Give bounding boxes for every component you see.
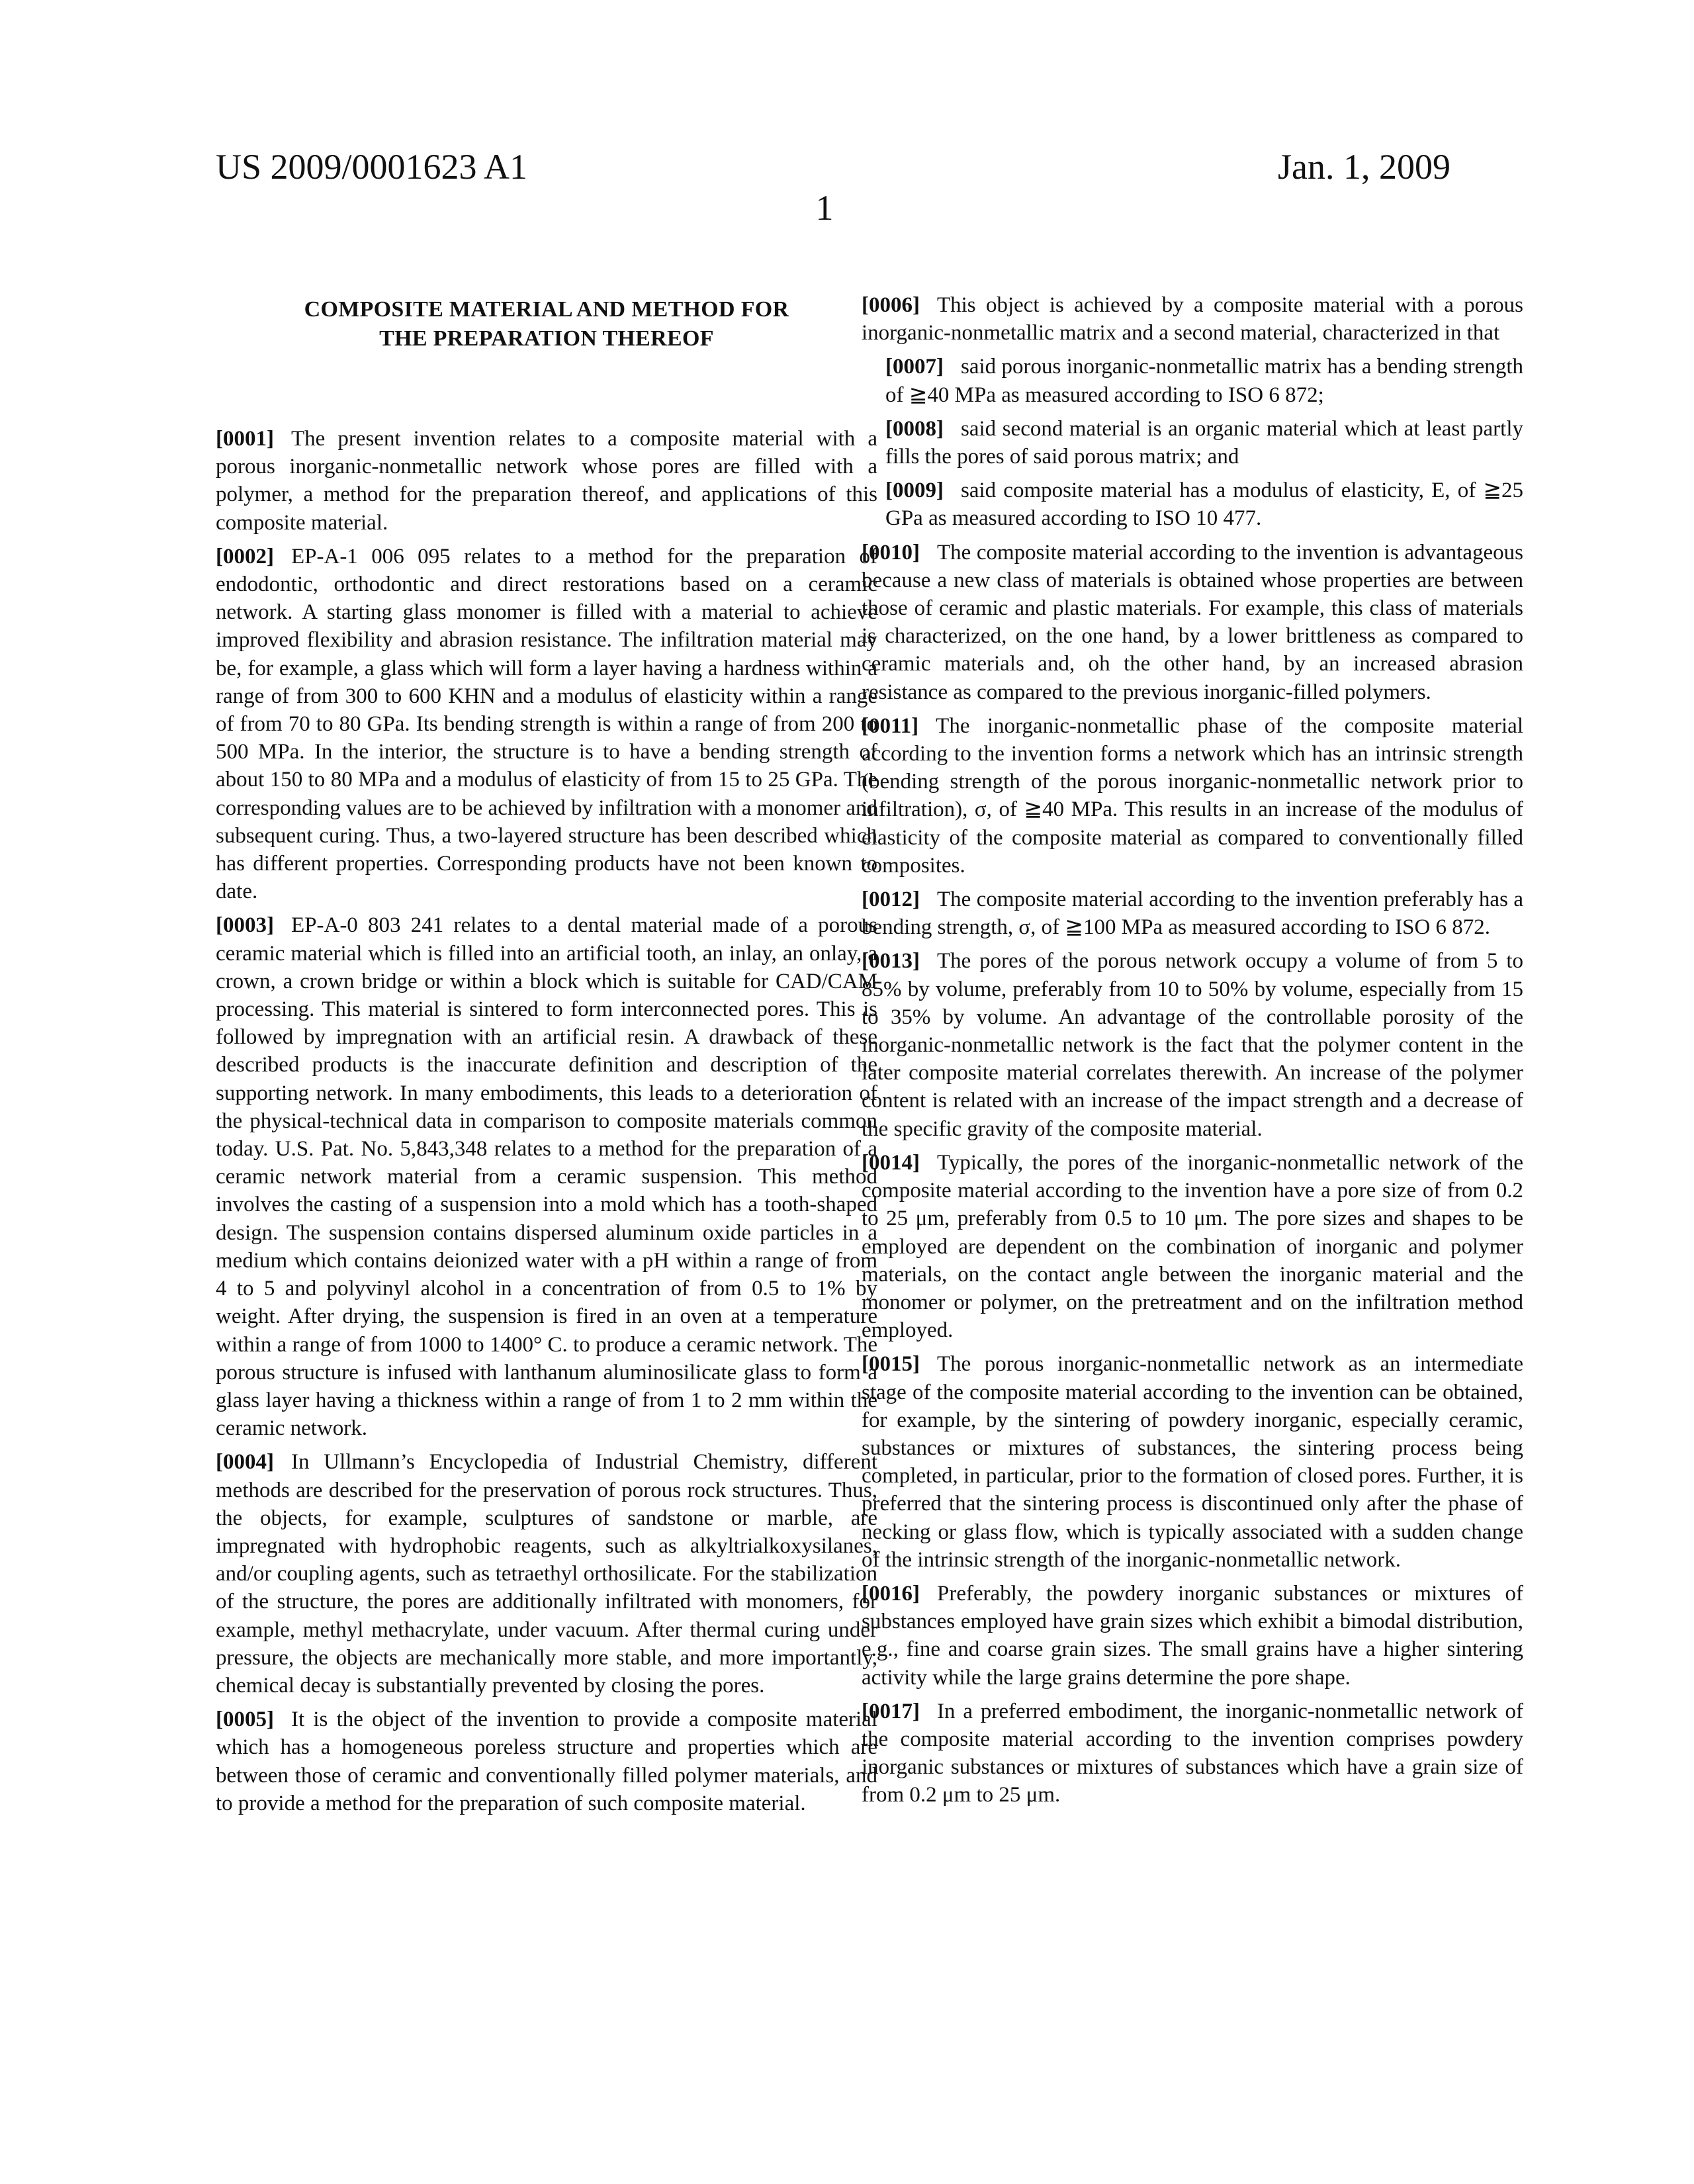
paragraph-number: [0001] [216, 427, 274, 451]
paragraph-text: said porous inorganic-nonmetallic matrix has a bending strength of ≧40 MPa as measured according to ISO 6 872; [885, 355, 1523, 406]
paragraph-0010 [862, 539, 1523, 706]
paragraph-text: The composite material according to the invention preferably has a bending strength, σ, of ≧100 MPa as measured according to ISO 6 872. [862, 887, 1523, 939]
page-number: 1 [811, 188, 838, 228]
paragraph-0014 [862, 1149, 1523, 1344]
document-title [216, 295, 877, 353]
paragraph-0003 [216, 911, 877, 1442]
paragraph-number: [0009] [885, 478, 944, 502]
title-line-1: COMPOSITE MATERIAL AND METHOD FOR [216, 295, 877, 324]
paragraph-0013 [862, 947, 1523, 1142]
paragraph-text: The pores of the porous network occupy a volume of from 5 to 85% by volume, preferably from 10 to 50% by volume, especially from 15 to 35% by volume. An advantage of the controllable porosity of the inorganic-nonmetallic network is the fact that the polymer content in the later composite material correlates therewith. An increase of the polymer content is related with an increase of the impact strength and a decrease of the specific gravity of the composite material. [862, 949, 1523, 1140]
paragraph-0006 [862, 291, 1523, 347]
paragraph-0009 [885, 477, 1523, 532]
paragraph-0002 [216, 543, 877, 906]
publication-number: US 2009/0001623 A1 [216, 147, 527, 187]
paragraph-number: [0010] [862, 541, 920, 565]
paragraph-text: Typically, the pores of the inorganic-nonmetallic network of the composite material according to the invention have a pore size of from 0.2 to 25 μm, preferably from 0.5 to 10 μm. The pore sizes and shapes to be employed are dependent on the combination of inorganic and polymer materials, on the contact angle between the inorganic material and the monomer or polymer, on the pretreatment and on the infiltration method employed. [862, 1151, 1523, 1342]
paragraph-text: In a preferred embodiment, the inorganic-nonmetallic network of the composite material according to the invention comprises powdery inorganic substances or mixtures of substances which have a grain size of from 0.2 μm to 25 μm. [862, 1700, 1523, 1807]
paragraph-number: [0008] [885, 417, 944, 441]
paragraph-text: In Ullmann’s Encyclopedia of Industrial Chemistry, different methods are described for the preservation of porous rock structures. Thus, the objects, for example, sculptures of sandstone or marble, are impregnated with hydrophobic reagents, such as alkyltrialkoxysilanes, and/or coupling agents, such as tetraethyl orthosilicate. For the stabilization of the structure, the pores are additionally infiltrated with monomers, for example, methyl methacrylate, under vacuum. After thermal curing under pressure, the objects are mechanically more stable, and more importantly, chemical decay is substantially prevented by closing the pores. [216, 1450, 877, 1698]
paragraph-number: [0014] [862, 1151, 920, 1175]
paragraph-number: [0015] [862, 1352, 920, 1376]
paragraph-0015 [862, 1350, 1523, 1574]
paragraph-0017 [862, 1698, 1523, 1809]
paragraph-number: [0003] [216, 913, 274, 937]
paragraph-0011 [862, 712, 1523, 880]
paragraph-text: EP-A-1 006 095 relates to a method for the preparation of endodontic, orthodontic and direct restorations based on a ceramic network. A starting glass monomer is filled with a material to achieve improved flexibility and abrasion resistance. The infiltration material may be, for example, a glass which will form a layer having a hardness within a range of from 300 to 600 KHN and a modulus of elasticity within a range of from 70 to 80 GPa. Its bending strength is within a range of from 200 to 500 MPa. In the interior, the structure is to have a bending strength of about 150 to 80 MPa and a modulus of elasticity of from 15 to 25 GPa. The corresponding values are to be achieved by infiltration with a monomer and subsequent curing. Thus, a two-layered structure has been described which has different properties. Corresponding products have not been known to date. [216, 545, 877, 903]
paragraph-number: [0005] [216, 1707, 274, 1731]
paragraph-number: [0007] [885, 355, 944, 379]
paragraph-text: said second material is an organic material which at least partly fills the pores of said porous matrix; and [885, 417, 1523, 469]
paragraph-text: said composite material has a modulus of elasticity, E, of ≧25 GPa as measured according to ISO 10 477. [885, 478, 1523, 530]
left-column [216, 291, 877, 1823]
paragraph-0005 [216, 1706, 877, 1817]
title-line-2: THE PREPARATION THEREOF [216, 324, 877, 353]
right-column [862, 291, 1523, 1815]
paragraph-number: [0016] [862, 1582, 920, 1606]
paragraph-0001 [216, 425, 877, 537]
paragraph-number: [0011] [862, 714, 918, 738]
paragraph-number: [0002] [216, 545, 274, 569]
paragraph-number: [0017] [862, 1700, 920, 1723]
paragraph-0012 [862, 886, 1523, 941]
paragraph-text: EP-A-0 803 241 relates to a dental material made of a porous ceramic material which is filled into an artificial tooth, an inlay, an onlay, a crown, a crown bridge or within a block which is suitable for CAD/CAM processing. This material is sintered to form interconnected pores. This is followed by impregnation with an artificial resin. A drawback of these described products is the inaccurate definition and description of the supporting network. In many embodiments, this leads to a deterioration of the physical-technical data in comparison to composite materials common today. U.S. Pat. No. 5,843,348 relates to a method for the preparation of a ceramic network material from a ceramic suspension. This method involves the casting of a suspension into a mold which has a tooth-shaped design. The suspension contains dispersed aluminum oxide particles in a medium which contains deionized water with a pH within a range of from 4 to 5 and polyvinyl alcohol in a concentration of from 0.5 to 1% by weight. After drying, the suspension is fired in an oven at a temperature within a range of from 1000 to 1400° C. to produce a ceramic network. The porous structure is infused with lanthanum aluminosilicate glass to form a glass layer having a thickness within a range of from 1 to 2 mm within the ceramic network. [216, 913, 877, 1440]
paragraph-text: The present invention relates to a composite material with a porous inorganic-nonmetallic network whose pores are filled with a polymer, a method for the preparation thereof, and applications of this composite material. [216, 427, 877, 535]
paragraph-text: The composite material according to the invention is advantageous because a new class of materials is obtained whose properties are between those of ceramic and plastic materials. For example, this class of materials is characterized, on the one hand, by a lower brittleness as compared to ceramic materials and, oh the other hand, by an increased abrasion resistance as compared to the previous inorganic-filled polymers. [862, 541, 1523, 704]
paragraph-number: [0004] [216, 1450, 274, 1474]
paragraph-number: [0013] [862, 949, 920, 973]
paragraph-text: The inorganic-nonmetallic phase of the composite material according to the invention forms a network which has an intrinsic strength (bending strength of the porous inorganic-nonmetallic network prior to infiltration), σ, of ≧40 MPa. This results in an increase of the modulus of elasticity of the composite material as compared to conventionally filled composites. [862, 714, 1523, 878]
paragraph-0004 [216, 1448, 877, 1700]
paragraph-0016 [862, 1580, 1523, 1692]
paragraph-text: It is the object of the invention to provide a composite material which has a homogeneous poreless structure and properties which are between those of ceramic and conventionally filled polymer materials, and to provide a method for the preparation of such composite material. [216, 1707, 877, 1815]
paragraph-0007 [885, 353, 1523, 408]
paragraph-number: [0006] [862, 293, 920, 317]
paragraph-text: The porous inorganic-nonmetallic network as an intermediate stage of the composite material according to the invention can be obtained, for example, by the sintering of powdery inorganic, especially ceramic, substances or mixtures of substances, the sintering process being completed, in particular, prior to the formation of closed pores. Further, it is preferred that the sintering process is discontinued only after the phase of necking or glass flow, which is typically associated with a sudden change of the intrinsic strength of the inorganic-nonmetallic network. [862, 1352, 1523, 1571]
publication-date: Jan. 1, 2009 [1278, 147, 1450, 187]
paragraph-number: [0012] [862, 887, 920, 911]
paragraph-text: Preferably, the powdery inorganic substances or mixtures of substances employed have grain sizes which exhibit a bimodal distribution, e.g., fine and coarse grain sizes. The small grains have a higher sintering activity while the large grains determine the pore shape. [862, 1582, 1523, 1690]
paragraph-text: This object is achieved by a composite material with a porous inorganic-nonmetallic matrix and a second material, characterized in that [862, 293, 1523, 345]
paragraph-0008 [885, 415, 1523, 471]
